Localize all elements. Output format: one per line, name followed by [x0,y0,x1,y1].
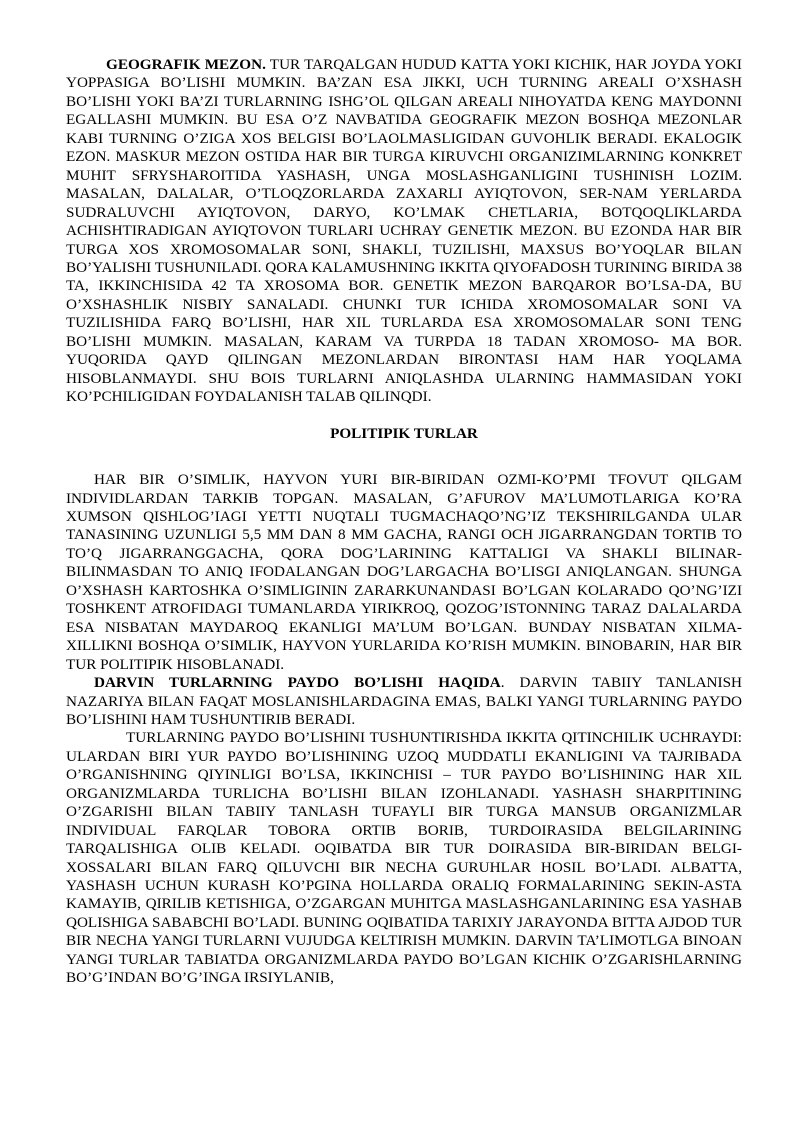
politypic-text: HAR BIR O’SIMLIK, HAYVON YURI BIR-BIRIDAN OZMI-KO’PMI TFOVUT QILGAM INDIVIDLARDAN TARKIB TOPGAN. MASALAN, G’AFUROV MA’LUMOTLARIGA KO’RA XUMSON QISHLOG’IAGI YETTI NUQTALI TUGMACHAQO’NG’IZ TEKSHIRILGANDA ULAR TANASINING UZUNLIGI 5,5 MM DAN 8 MM GACHA, RANGI OCH JIGARRANGDAN TORTIB TO TO’Q JIGARRANGGACHA, QORA DOG’LARINING KATTALIGI VA SHAKLI BILINAR-BILINMASDAN TO ANIQ IFODALANGAN DOG’LARGACHA BO’LISGI ANIQLANGAN. SHUNGA O’XSHASH KARTOSHKA O’SIMLIGININ ZARARKUNANDASI BO’LGAN KOLARADO QO’NG’IZI TOSHKENT ATROFIDAGI TUMANLARDA YIRIKROQ, QOZOG’ISTONNING TARAZ DALALARDA ESA NISBATAN MAYDAROQ EKANLIGI MA’LUM BO’LGAN. BUNDAY NISBATAN XILMA-XILLIKNI BOSHQA O’SIMLIK, HAYVON YURLARIDA KO’RISH MUMKIN. BINOBARIN, HAR BIR TUR POLITIPIK HISOBLANADI. [66,471,742,673]
paragraph-geographic-criterion [66,56,742,407]
paragraph-darwin [66,674,742,729]
species-origin-text: TURLARNING PAYDO BO’LISHINI TUSHUNTIRISHDA IKKITA QITINCHILIK UCHRAYDI: ULARDAN BIRI YUR PAYDO BO’LISHINING UZOQ MUDDATLI EKANLIGINI VA TAJRIBADA O’RGANISHNING QIYINLIGI BO’LSA, IKKINCHISI – TUR PAYDO BO’LISHINING HAR XIL ORGANIZMLARDA TURLICHA BO’LISHI BILAN IZOHLANADI. YASHASH SHARPITINING O’ZGARISHI BILAN TABIIY TANLASH TUFAYLI BIR TURGA MANSUB ORGANIZMLAR INDIVIDUAL FARQLAR TOBORA ORTIB BORIB, TURDOIRASIDA BELGILARINING TARQALISHIGA OLIB KELADI. OQIBATDA BIR TUR DOIRASIDA BIR-BIRIDAN BELGI-XOSSALARI BILAN FARQ QILUVCHI BIR NECHA GURUHLAR HOSIL BO’LADI. ALBATTA, YASHASH UCHUN KURASH KO’PGINA HOLLARDA ORALIQ FORMALARINING SEKIN-ASTA KAMAYIB, QIRILIB KETISHIGA, O’ZGARGAN MUHITGA MASLASHGANLARINING ESA YASHAB QOLISHIGA SABABCHI BO’LADI. BUNING OQIBATIDA TARIXIY JARAYONDA BITTA AJDOD TUR BIR NECHA YANGI TURLARNI VUJUDGA KELTIRISH MUMKIN. DARVIN TA’LIMOTLGA BINOAN YANGI TURLAR TABIATDA ORGANIZMLARDA PAYDO BO’LGAN KICHIK O’ZGARISHLARNING BO’G’INDAN BO’G’INGA IRSIYLANIB, [66,729,742,987]
paragraph-species-origin [66,729,742,987]
section-heading-politypic: POLITIPIK TURLAR [330,424,478,442]
paragraph-politypic [66,471,742,674]
geographic-criterion-text: TUR TARQALGAN HUDUD KATTA YOKI KICHIK, HAR JOYDA YOKI YOPPASIGA BO’LISHI MUMKIN. BA’ZAN ESA JIKKI, UCH TURNING AREALI O’XSHASH BO’LISHI YOKI BA’ZI TURLARNING ISHG’OL QILGAN AREALI NIHOYATDA KENG MAYDONNI EGALLASHI MUMKIN. BU ESA O’Z NAVBATIDA GEOGRAFIK MEZON BOSHQA MEZONLAR KABI TURNING O’ZIGA XOS BELGISI BO’LAOLMASLIGIDAN GUVOHLIK BERADI. EKALOGIK EZON. MASKUR MEZON OSTIDA HAR BIR TURGA KIRUVCHI ORGANIZIMLARNING KONKRET MUHIT SFRYSHAROITIDA YASHASH, UNGA MOSLASHGANLIGINI TUSHINISH LOZIM. MASALAN, DALALAR, O’TLOQZORLARDA ZAXARLI AYIQTOVON, SER-NAM YERLARDA SUDRALUVCHI AYIQTOVON, DARYO, KO’LMAK CHETLARIA, BOTQOQLIKLARDA ACHISHTIRADIGAN AYIQTOVON TURLARI UCHRAY GENETIK MEZON. BU EZONDA HAR BIR TURGA XOS XROMOSOMALAR SONI, SHAKLI, TUZILISHI, MAXSUS BO’YOQLAR BILAN BO’YALISHI TUSHUNILADI. QORA KALAMUSHNING IKKITA QIYOFADOSH TURINING BIRIDA 38 TA, IKKINCHISIDA 42 TA XROSOMA BOR. GENETIK MEZON BARQAROR BO’LSA-DA, BU O’XSHASHLIK NISBIY SANALADI. CHUNKI TUR ICHIDA XROMOSOMALAR SONI VA TUZILISHIDA FARQ BO’LISHI, HAR XIL TURLARDA ESA XROMOSOMALAR SONI TENG BO’LISHI MUMKIN. MASALAN, KARAM VA TURPDA 18 TADAN XROMOSO- MA BOR. YUQORIDA QAYD QILINGAN MEZONLARDAN BIRONTASI HAM HAR YOQLAMA HISOBLANMAYDI. SHU BOIS TURLARNI ANIQLASHDA ULARNING HAMMASIDAN YOKI KO’PCHILIGIDAN FOYDALANISH TALAB QILINQDI. [66,56,742,406]
darwin-text: . DARVIN TABIIY TANLANISH NAZARIYA BILAN FAQAT MOSLANISHLARDAGINA EMAS, BALKI YANGI TURLARNING PAYDO BO’LISHINI HAM TUSHUNTIRIB BERADI. [66,674,743,728]
darwin-lead: DARVIN TURLARNING PAYDO BO’LISHI HAQIDA [94,674,501,692]
geographic-criterion-lead: GEOGRAFIK MEZON. [106,56,266,73]
